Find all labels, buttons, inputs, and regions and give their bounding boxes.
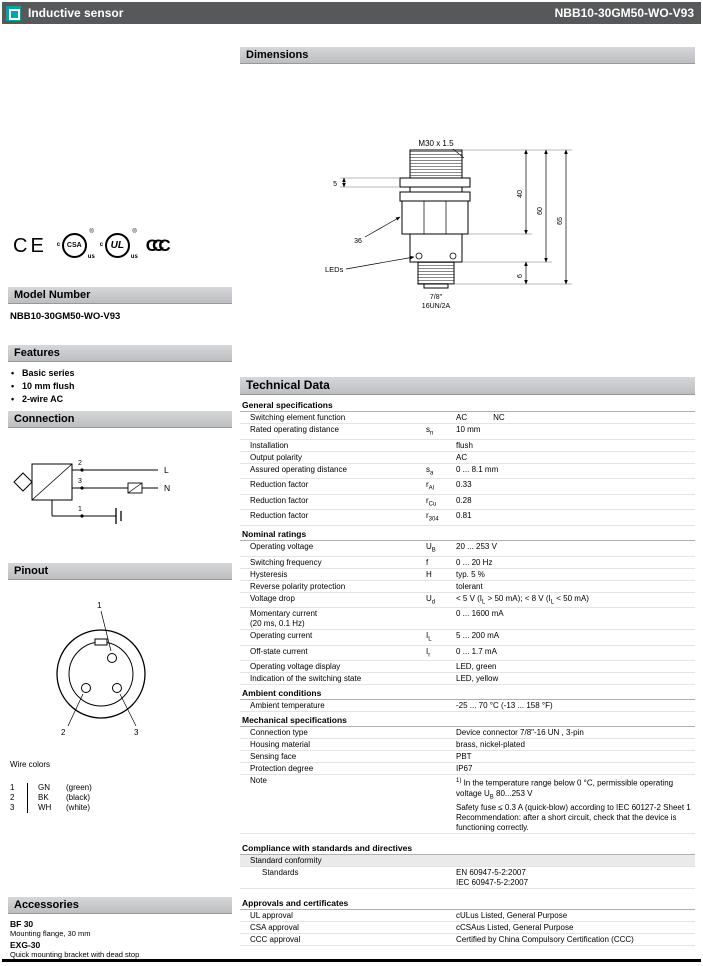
spec-symbol: $U_d$ bbox=[426, 593, 436, 606]
wire-code: GN bbox=[27, 783, 64, 793]
pin-3 bbox=[113, 684, 122, 693]
spec-symbol: $I_r$ bbox=[426, 646, 431, 659]
line-n-label: N bbox=[164, 483, 171, 493]
tech-section-title: General specifications bbox=[240, 399, 695, 412]
spec-value: tolerant bbox=[456, 581, 483, 591]
dim-label-65: 65 bbox=[557, 217, 564, 225]
accessory-name: BF 30 bbox=[10, 919, 34, 929]
spec-symbol: f bbox=[426, 557, 429, 567]
spec-label: Connection type bbox=[250, 728, 308, 738]
csa-mark-text: CSA bbox=[62, 233, 87, 258]
wire-pin: 1 bbox=[10, 783, 15, 792]
spec-label: Installation bbox=[250, 440, 289, 450]
wire-color-name: (white) bbox=[66, 803, 91, 812]
header-bar bbox=[2, 2, 701, 24]
wire-colors-block bbox=[10, 760, 128, 813]
spec-row bbox=[240, 557, 695, 569]
line-l-label: L bbox=[164, 465, 169, 475]
connector-inner-circle bbox=[69, 642, 133, 706]
spec-label: Assured operating distance bbox=[250, 464, 347, 474]
wire-color-name: (black) bbox=[66, 793, 91, 802]
spec-row bbox=[240, 581, 695, 593]
spec-row bbox=[240, 867, 695, 889]
spec-value: PBT bbox=[456, 752, 472, 762]
dim-label-5: 5 bbox=[333, 181, 337, 188]
spec-row bbox=[240, 608, 695, 630]
spec-row bbox=[240, 510, 695, 526]
certification-marks bbox=[13, 231, 225, 261]
spec-row bbox=[240, 495, 695, 511]
sensor-hex-nut bbox=[402, 201, 468, 234]
spec-value: 0 ... 1.7 mA bbox=[456, 646, 497, 656]
spec-value: $^{1)}$ In the temperature range below 0 °C, permissible operating voltage $U_B$ 80...253 V Safety fuse ≤ 0.3 A (quick-blow) according to IEC 60127-2 Sheet 1 Recommendation: after a short circuit, check that the device is functioning correctly. bbox=[456, 778, 691, 832]
spec-row bbox=[240, 727, 695, 739]
tech-section-title: Mechanical specifications bbox=[240, 714, 695, 727]
spec-label: Standards bbox=[262, 867, 299, 877]
pinout-section-header: Pinout bbox=[8, 563, 232, 580]
spec-row bbox=[240, 630, 695, 646]
spec-label: Hysteresis bbox=[250, 569, 288, 579]
spec-label: UL approval bbox=[250, 910, 293, 920]
dim-label-40: 40 bbox=[517, 190, 524, 198]
pin-1-label: 1 bbox=[97, 601, 102, 610]
ccc-mark-icon: CCC bbox=[145, 236, 165, 255]
spec-value: typ. 5 % bbox=[456, 569, 485, 579]
spec-row bbox=[240, 424, 695, 440]
sensor-thread-barrel bbox=[410, 150, 462, 178]
spec-label: Voltage drop bbox=[250, 593, 295, 603]
pin-2-label: 2 bbox=[61, 728, 66, 737]
tech-section bbox=[240, 714, 695, 833]
tech-section bbox=[240, 842, 695, 889]
spec-symbol: $r_{Cu}$ bbox=[426, 495, 437, 508]
spec-symbol: $s_n$ bbox=[426, 425, 434, 437]
product-type-title: Inductive sensor bbox=[28, 6, 124, 20]
connector-keyway bbox=[95, 639, 107, 645]
features-section-header: Features bbox=[8, 345, 232, 362]
csa-mark-icon bbox=[56, 229, 95, 261]
wire-colors-title: Wire colors bbox=[10, 760, 51, 769]
brand-logo-icon bbox=[6, 6, 21, 21]
spec-row bbox=[240, 464, 695, 480]
spec-value: -25 ... 70 °C (-13 ... 158 °F) bbox=[456, 701, 553, 711]
spec-symbol: $r_{304}$ bbox=[426, 511, 439, 523]
connection-diagram bbox=[8, 438, 223, 543]
dim-label-thread: M30 x 1.5 bbox=[418, 139, 454, 148]
spec-value: cCSAus Listed, General Purpose bbox=[456, 922, 574, 932]
tech-section-title: Approvals and certificates bbox=[240, 897, 695, 910]
tech-section-title: Ambient conditions bbox=[240, 687, 695, 700]
spec-row bbox=[240, 440, 695, 452]
spec-value: 20 ... 253 V bbox=[456, 541, 497, 551]
spec-row bbox=[240, 593, 695, 609]
csa-c-text: c bbox=[56, 242, 61, 248]
dim-label-36: 36 bbox=[354, 238, 362, 245]
spec-label: Note bbox=[250, 776, 267, 786]
terminal-2-label: 2 bbox=[78, 460, 82, 467]
spec-label: Housing material bbox=[250, 740, 311, 750]
accessory-name: EXG-30 bbox=[10, 940, 41, 950]
ul-registered-text: ® bbox=[132, 229, 137, 235]
spec-value: 0.81 bbox=[456, 511, 472, 521]
tech-section-title: Nominal ratings bbox=[240, 528, 695, 541]
spec-value: 5 ... 200 mA bbox=[456, 631, 500, 641]
spec-symbol: $s_a$ bbox=[426, 464, 434, 477]
spec-value: brass, nickel-plated bbox=[456, 740, 525, 750]
csa-us-text: us bbox=[87, 254, 95, 260]
spec-label: Operating voltage display bbox=[250, 662, 341, 672]
spec-row bbox=[240, 700, 695, 712]
spec-label: Sensing face bbox=[250, 752, 297, 762]
dim-label-6: 6 bbox=[517, 274, 524, 278]
connection-section-header: Connection bbox=[8, 411, 232, 428]
ce-mark-icon: CE bbox=[13, 234, 47, 257]
technical-data-table bbox=[240, 397, 695, 946]
spec-label: Protection degree bbox=[250, 764, 314, 774]
spec-label: Reduction factor bbox=[250, 480, 309, 490]
terminal-3-label: 3 bbox=[78, 478, 82, 485]
spec-row bbox=[240, 412, 695, 424]
spec-value: EN 60947-5-2:2007 IEC 60947-5-2:2007 bbox=[456, 867, 529, 887]
spec-label: Standard conformity bbox=[250, 855, 322, 865]
spec-value: 0 ... 20 Hz bbox=[456, 557, 493, 567]
spec-row bbox=[240, 763, 695, 775]
ul-c-text: c bbox=[99, 242, 104, 248]
dimensions-section-header: Dimensions bbox=[240, 47, 695, 64]
spec-label: Reverse polarity protection bbox=[250, 581, 346, 591]
dim-label-60: 60 bbox=[537, 207, 544, 215]
wire-code: WH bbox=[27, 803, 64, 813]
spec-value: Device connector 7/8"-16 UN , 3-pin bbox=[456, 728, 584, 738]
spec-value: LED, yellow bbox=[456, 674, 499, 684]
model-number-value: NBB10-30GM50-WO-V93 bbox=[10, 311, 121, 322]
wire-colors-table bbox=[10, 783, 128, 813]
spec-row bbox=[240, 855, 695, 867]
spec-value: IP67 bbox=[456, 764, 473, 774]
spec-value: cULus Listed, General Purpose bbox=[456, 910, 568, 920]
wire-pin: 2 bbox=[10, 793, 15, 802]
sensor-connector bbox=[418, 262, 454, 284]
spec-value: Certified by China Compulsory Certification (CCC) bbox=[456, 934, 634, 944]
spec-row bbox=[240, 541, 695, 557]
tech-section-title: Compliance with standards and directives bbox=[240, 842, 695, 855]
features-list bbox=[11, 367, 75, 406]
accessory-description: Quick mounting bracket with dead stop bbox=[10, 950, 140, 959]
spec-label: Reduction factor bbox=[250, 495, 309, 505]
spec-label: Operating current bbox=[250, 631, 313, 641]
spec-label: Indication of the switching state bbox=[250, 674, 362, 684]
spec-label: Switching frequency bbox=[250, 557, 322, 567]
spec-symbol: $I_L$ bbox=[426, 631, 432, 643]
csa-registered-text: ® bbox=[89, 229, 94, 235]
spec-row bbox=[240, 673, 695, 685]
tech-section bbox=[240, 687, 695, 712]
spec-label: Off-state current bbox=[250, 646, 308, 656]
spec-row bbox=[240, 910, 695, 922]
wire-color-name: (green) bbox=[66, 783, 92, 792]
spec-value: 0 ... 1600 mA bbox=[456, 609, 504, 619]
spec-label: Momentary current (20 ms, 0.1 Hz) bbox=[250, 609, 318, 629]
spec-row bbox=[240, 751, 695, 763]
spec-label: CSA approval bbox=[250, 922, 299, 932]
dimension-drawing bbox=[240, 66, 695, 376]
spec-row bbox=[240, 569, 695, 581]
accessories-section-header: Accessories bbox=[8, 897, 232, 914]
connector-size-label: 7/8" bbox=[429, 294, 443, 301]
spec-row bbox=[240, 646, 695, 662]
sensor-washer bbox=[400, 178, 470, 187]
spec-row bbox=[240, 661, 695, 673]
spec-row bbox=[240, 775, 695, 833]
spec-value: 10 mm bbox=[456, 425, 481, 434]
terminal-1-label: 1 bbox=[78, 506, 82, 513]
pinout-diagram bbox=[26, 590, 176, 742]
sensor-locknut-ring bbox=[400, 192, 470, 201]
spec-row bbox=[240, 739, 695, 751]
spec-row bbox=[240, 479, 695, 495]
feature-item: • 2-wire AC bbox=[11, 393, 75, 406]
leds-label: LEDs bbox=[325, 265, 344, 274]
tech-section bbox=[240, 897, 695, 946]
tech-section bbox=[240, 399, 695, 526]
header-model-number: NBB10-30GM50-WO-V93 bbox=[554, 6, 694, 20]
pin-2 bbox=[82, 684, 91, 693]
spec-label: CCC approval bbox=[250, 934, 301, 944]
feature-item: • Basic series bbox=[11, 367, 75, 380]
spec-symbol: $r_{Al}$ bbox=[426, 480, 435, 492]
spec-value: AC NC bbox=[456, 413, 505, 422]
spec-label: Reduction factor bbox=[250, 511, 309, 521]
connector-thread-label: 16UN/2A bbox=[421, 303, 451, 310]
technical-data-section-header: Technical Data bbox=[240, 377, 695, 395]
spec-row bbox=[240, 934, 695, 946]
ul-mark-text: UL bbox=[105, 233, 130, 258]
ul-us-text: us bbox=[130, 254, 138, 260]
spec-value-2: NC bbox=[493, 413, 505, 422]
spec-value: 0.28 bbox=[456, 495, 472, 505]
spec-value: AC bbox=[456, 452, 468, 462]
led-indicator bbox=[416, 253, 422, 259]
ul-mark-icon bbox=[99, 229, 138, 261]
wire-pin: 3 bbox=[10, 803, 15, 812]
spec-value: flush bbox=[456, 440, 473, 450]
footer-rule bbox=[2, 959, 701, 962]
spec-label: Ambient temperature bbox=[250, 701, 325, 711]
spec-label: Switching element function bbox=[250, 413, 346, 422]
accessories-list bbox=[10, 919, 139, 961]
wire-code: BK bbox=[27, 793, 64, 803]
spec-label: Operating voltage bbox=[250, 541, 314, 551]
spec-value: LED, green bbox=[456, 662, 497, 672]
tech-section bbox=[240, 528, 695, 685]
spec-label: Rated operating distance bbox=[250, 425, 339, 434]
spec-symbol: $U_B$ bbox=[426, 541, 436, 554]
sensor-symbol-diamond bbox=[14, 473, 32, 491]
spec-symbol: H bbox=[426, 569, 432, 579]
model-number-section-header: Model Number bbox=[8, 287, 232, 304]
pin-3-label: 3 bbox=[134, 728, 139, 737]
spec-value: 0 ... 8.1 mm bbox=[456, 464, 499, 474]
spec-label: Output polarity bbox=[250, 452, 303, 462]
accessory-description: Mounting flange, 30 mm bbox=[10, 929, 91, 938]
feature-item: • 10 mm flush bbox=[11, 380, 75, 393]
spec-value: < 5 V ($I_L > 50$ mA); < 8 V ($I_L < 50$ mA) bbox=[456, 593, 589, 606]
pin-1 bbox=[108, 654, 117, 663]
led-indicator bbox=[450, 253, 456, 259]
spec-value: 0.33 bbox=[456, 480, 472, 490]
spec-row bbox=[240, 452, 695, 464]
spec-row bbox=[240, 922, 695, 934]
